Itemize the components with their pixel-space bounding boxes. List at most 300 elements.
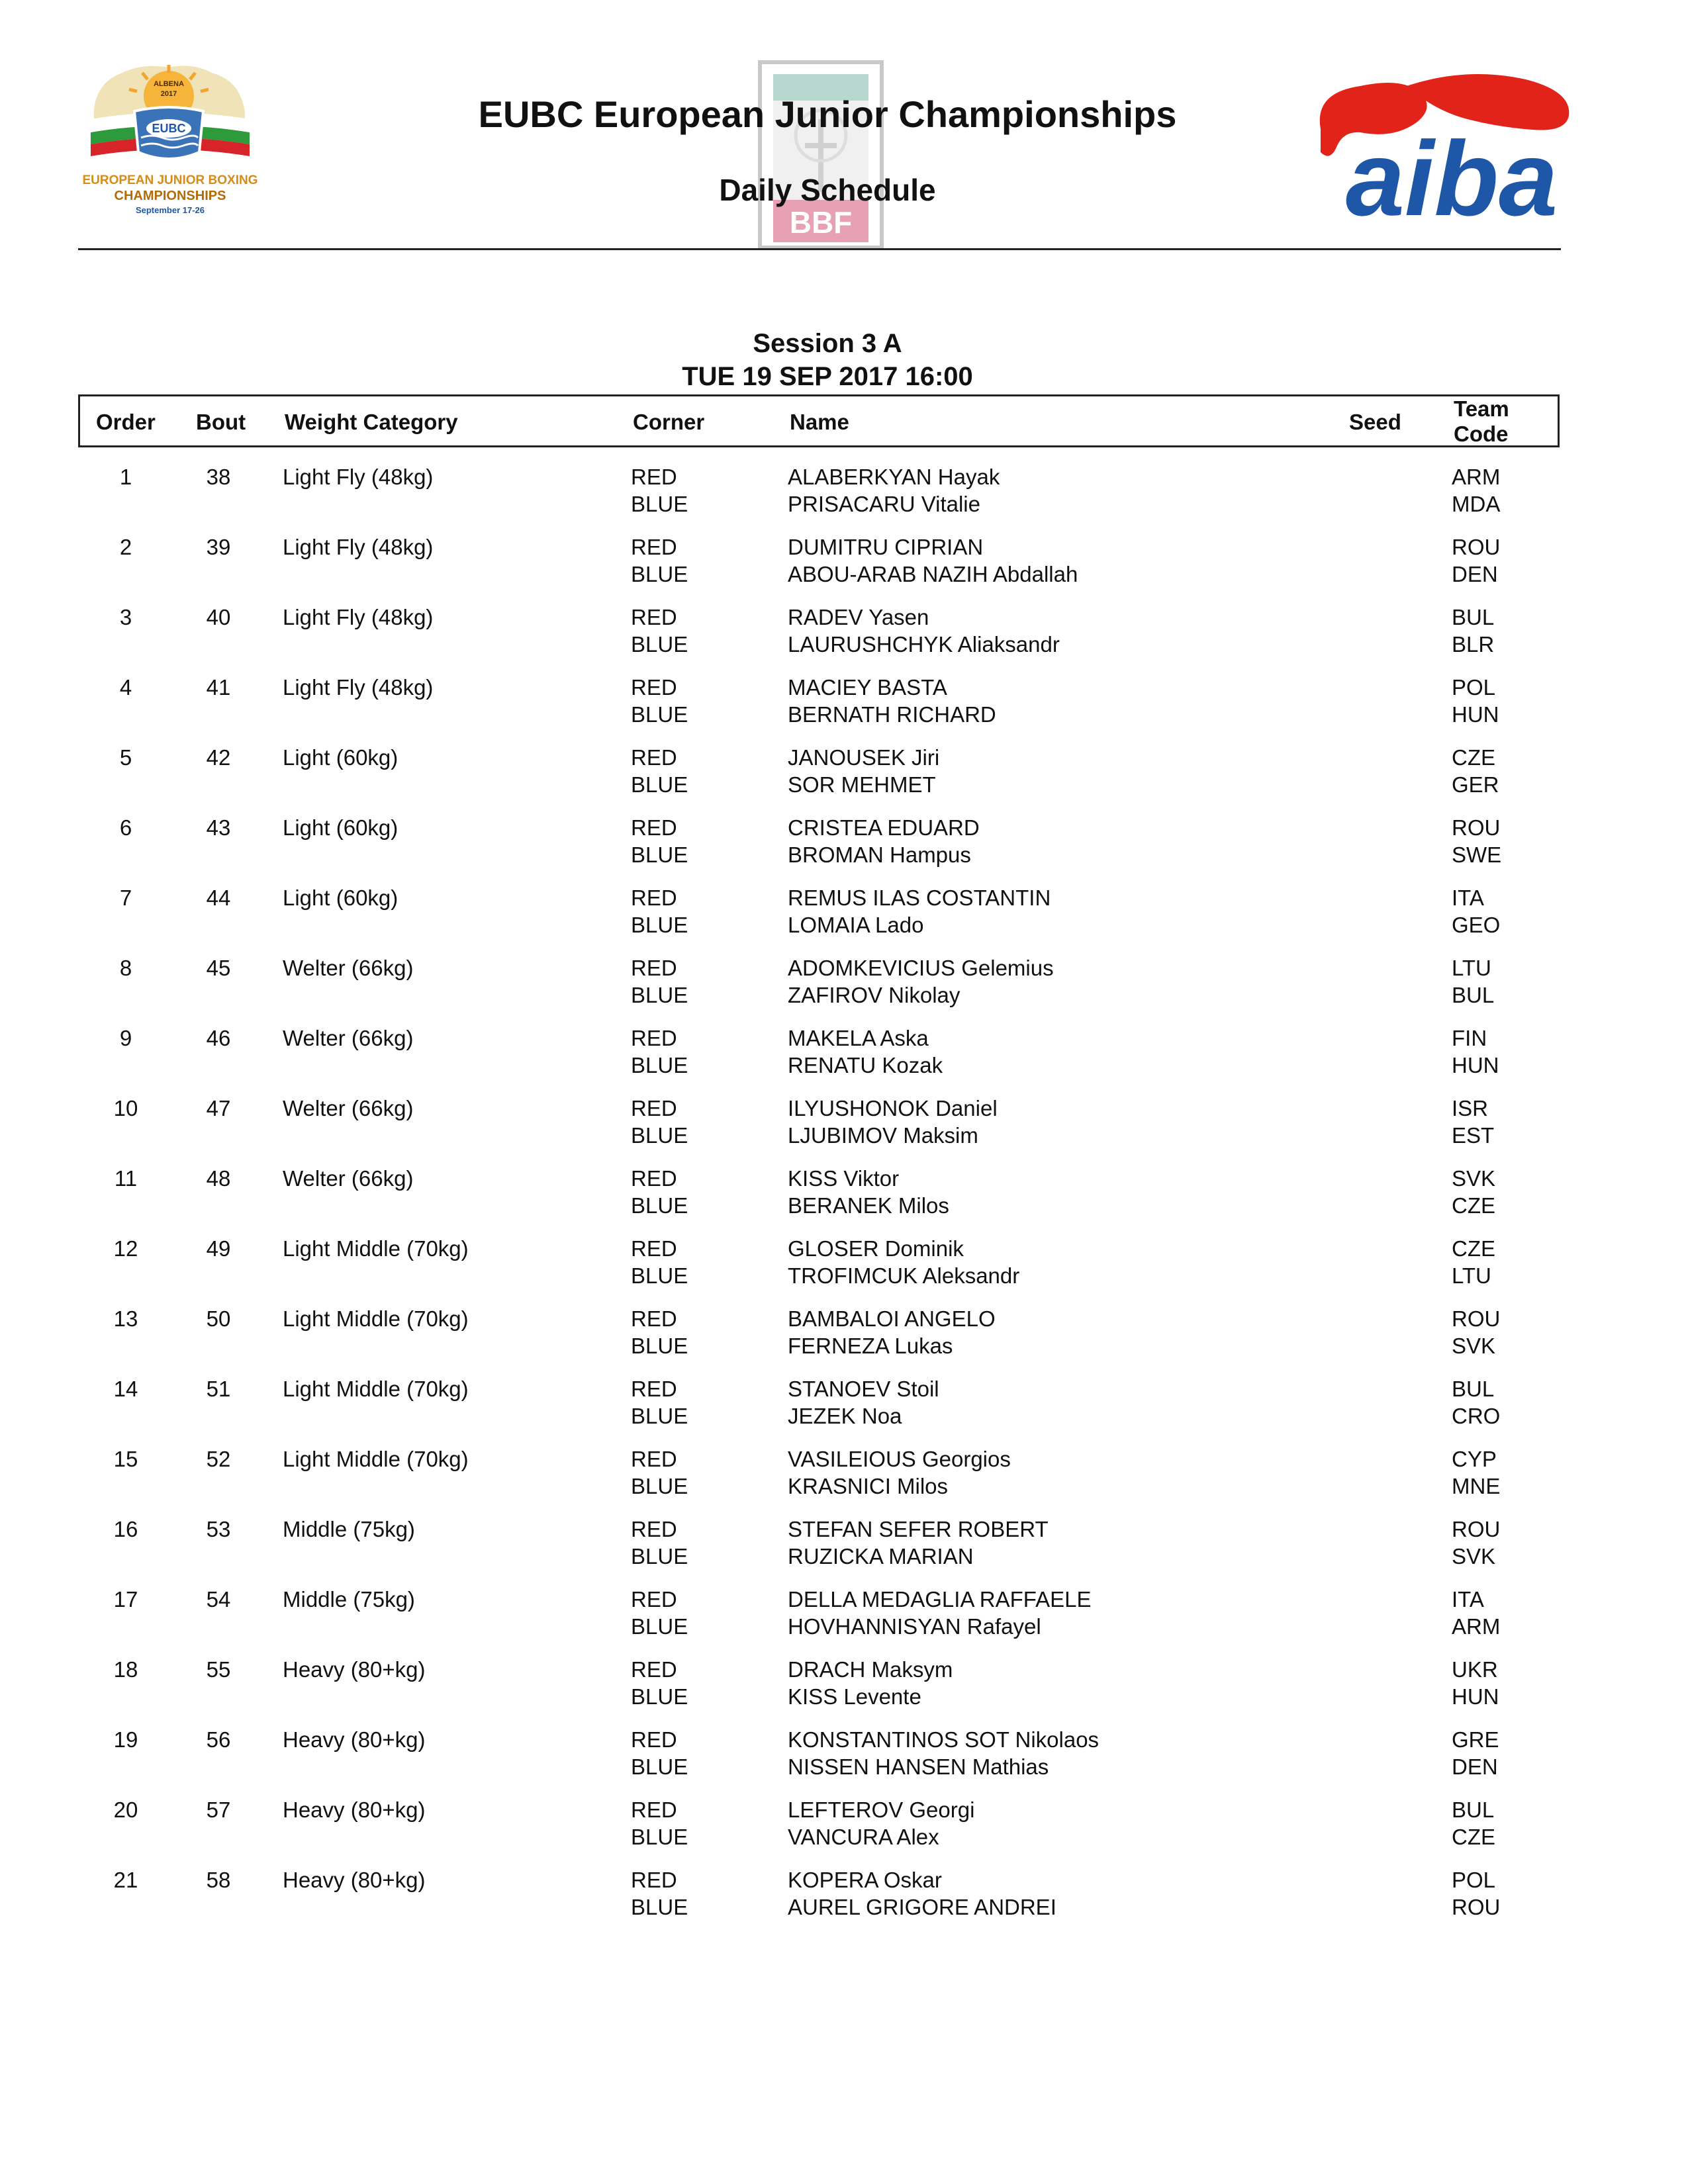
red-boxer-name: KONSTANTINOS SOT Nikolaos — [788, 1727, 1100, 1752]
corner-cell — [631, 954, 688, 1009]
blue-corner-label: BLUE — [631, 1474, 688, 1498]
team-code-cell — [1452, 604, 1494, 658]
weight-category-cell: Welter (66kg) — [283, 1166, 414, 1191]
team-code-cell — [1452, 954, 1494, 1009]
team-code-cell — [1452, 1095, 1494, 1149]
team-code-cell — [1452, 814, 1501, 868]
weight-category-cell: Light Fly (48kg) — [283, 465, 434, 489]
col-team-line1: Team — [1454, 396, 1509, 421]
blue-team-code: CZE — [1452, 1825, 1495, 1849]
red-boxer-name: REMUS ILAS COSTANTIN — [788, 886, 1051, 910]
red-team-code: ROU — [1452, 1517, 1501, 1541]
red-corner-label: RED — [631, 465, 677, 489]
red-corner-label: RED — [631, 1096, 677, 1120]
red-boxer-name: LEFTEROV Georgi — [788, 1797, 975, 1822]
table-row — [0, 1095, 1688, 1165]
corner-cell — [631, 463, 688, 518]
blue-corner-label: BLUE — [631, 492, 688, 516]
order-cell: 6 — [119, 815, 132, 840]
corner-cell — [631, 1305, 688, 1359]
red-corner-label: RED — [631, 535, 677, 559]
schedule-table-header — [78, 394, 1560, 447]
col-corner: Corner — [633, 410, 705, 434]
blue-boxer-name: VANCURA Alex — [788, 1825, 939, 1849]
order-cell: 21 — [113, 1868, 138, 1892]
order-cell: 19 — [113, 1727, 138, 1752]
blue-team-code: DEN — [1452, 562, 1498, 586]
bout-cell: 43 — [206, 815, 231, 840]
col-team-line2: Code — [1454, 422, 1509, 446]
weight-category-cell: Heavy (80+kg) — [283, 1657, 426, 1682]
table-row — [0, 463, 1688, 533]
order-cell: 8 — [119, 956, 132, 980]
weight-category-cell: Light Middle (70kg) — [283, 1447, 469, 1471]
table-row — [0, 884, 1688, 954]
blue-boxer-name: RENATU Kozak — [788, 1053, 943, 1077]
corner-cell — [631, 1165, 688, 1219]
weight-category-cell: Welter (66kg) — [283, 1096, 414, 1120]
weight-category-cell: Light (60kg) — [283, 886, 399, 910]
order-cell: 7 — [119, 886, 132, 910]
logo-arc-text: ALBENA — [154, 80, 184, 88]
aiba-wordmark: aiba — [1345, 119, 1558, 222]
red-boxer-name: RADEV Yasen — [788, 605, 929, 629]
table-row — [0, 1796, 1688, 1866]
blue-corner-label: BLUE — [631, 913, 688, 937]
order-cell: 17 — [113, 1587, 138, 1612]
boxer-names-cell — [788, 1095, 998, 1149]
bout-cell: 46 — [206, 1026, 231, 1050]
table-row — [0, 954, 1688, 1024]
col-weight-category: Weight Category — [285, 410, 458, 434]
blue-corner-label: BLUE — [631, 1053, 688, 1077]
blue-corner-label: BLUE — [631, 983, 688, 1007]
red-boxer-name: BAMBALOI ANGELO — [788, 1306, 996, 1331]
red-team-code: CYP — [1452, 1447, 1497, 1471]
blue-team-code: DEN — [1452, 1754, 1498, 1779]
red-team-code: ROU — [1452, 815, 1501, 840]
blue-boxer-name: NISSEN HANSEN Mathias — [788, 1754, 1049, 1779]
table-row — [0, 1445, 1688, 1516]
red-boxer-name: DRACH Maksym — [788, 1657, 953, 1682]
team-code-cell — [1452, 533, 1500, 588]
weight-category-cell: Light (60kg) — [283, 815, 399, 840]
blue-corner-label: BLUE — [631, 772, 688, 797]
blue-team-code: EST — [1452, 1123, 1495, 1148]
red-corner-label: RED — [631, 1587, 677, 1612]
boxer-names-cell — [788, 1235, 1019, 1289]
blue-team-code: ARM — [1452, 1614, 1501, 1639]
table-row — [0, 674, 1688, 744]
logo-line1: EUROPEAN JUNIOR BOXING — [82, 173, 258, 187]
red-team-code: ROU — [1452, 1306, 1501, 1331]
team-code-cell — [1452, 1866, 1500, 1921]
corner-cell — [631, 1445, 688, 1500]
col-order: Order — [96, 410, 156, 434]
red-team-code: BUL — [1452, 1377, 1495, 1401]
logo-line3: September 17-26 — [135, 205, 205, 215]
table-row — [0, 1866, 1688, 1936]
corner-cell — [631, 1796, 688, 1850]
blue-boxer-name: KRASNICI Milos — [788, 1474, 949, 1498]
bout-cell: 42 — [206, 745, 231, 770]
red-boxer-name: CRISTEA EDUARD — [788, 815, 980, 840]
blue-team-code: GEO — [1452, 913, 1501, 937]
blue-team-code: CRO — [1452, 1404, 1501, 1428]
red-boxer-name: STEFAN SEFER ROBERT — [788, 1517, 1049, 1541]
red-corner-label: RED — [631, 605, 677, 629]
boxer-names-cell — [788, 1445, 1011, 1500]
table-row — [0, 1516, 1688, 1586]
blue-team-code: BLR — [1452, 632, 1495, 657]
boxer-names-cell — [788, 1024, 943, 1079]
blue-corner-label: BLUE — [631, 1895, 688, 1919]
document-subtitle: Daily Schedule — [719, 173, 936, 207]
blue-boxer-name: BROMAN Hampus — [788, 842, 971, 867]
corner-cell — [631, 1866, 688, 1921]
boxer-names-cell — [788, 1516, 1049, 1570]
red-corner-label: RED — [631, 675, 677, 700]
weight-category-cell: Middle (75kg) — [283, 1587, 415, 1612]
order-cell: 16 — [113, 1517, 138, 1541]
blue-team-code: GER — [1452, 772, 1499, 797]
red-corner-label: RED — [631, 1236, 677, 1261]
weight-category-cell: Light (60kg) — [283, 745, 399, 770]
corner-cell — [631, 1656, 688, 1710]
table-row — [0, 604, 1688, 674]
logo-line2: CHAMPIONSHIPS — [114, 189, 226, 203]
blue-team-code: LTU — [1452, 1263, 1491, 1288]
order-cell: 9 — [119, 1026, 132, 1050]
table-row — [0, 533, 1688, 604]
weight-category-cell: Light Fly (48kg) — [283, 675, 434, 700]
red-boxer-name: KOPERA Oskar — [788, 1868, 942, 1892]
weight-category-cell: Light Middle (70kg) — [283, 1236, 469, 1261]
aiba-logo — [1307, 66, 1572, 222]
watermark-text: BBF — [789, 205, 853, 240]
team-code-cell — [1452, 1165, 1495, 1219]
red-team-code: BUL — [1452, 1797, 1495, 1822]
order-cell: 2 — [119, 535, 132, 559]
session-name: Session 3 A — [753, 329, 902, 358]
red-corner-label: RED — [631, 1166, 677, 1191]
red-corner-label: RED — [631, 956, 677, 980]
red-boxer-name: ILYUSHONOK Daniel — [788, 1096, 998, 1120]
blue-boxer-name: RUZICKA MARIAN — [788, 1544, 974, 1569]
red-boxer-name: JANOUSEK Jiri — [788, 745, 940, 770]
bout-cell: 49 — [206, 1236, 231, 1261]
table-row — [0, 1305, 1688, 1375]
blue-boxer-name: FERNEZA Lukas — [788, 1334, 953, 1358]
weight-category-cell: Light Fly (48kg) — [283, 605, 434, 629]
red-corner-label: RED — [631, 745, 677, 770]
team-code-cell — [1452, 884, 1500, 938]
red-team-code: ITA — [1452, 886, 1484, 910]
boxer-names-cell — [788, 1305, 996, 1359]
boxer-names-cell — [788, 1866, 1056, 1921]
corner-cell — [631, 744, 688, 798]
red-team-code: FIN — [1452, 1026, 1487, 1050]
team-code-cell — [1452, 1024, 1499, 1079]
red-corner-label: RED — [631, 1026, 677, 1050]
table-row — [0, 1656, 1688, 1726]
corner-cell — [631, 884, 688, 938]
corner-cell — [631, 1726, 688, 1780]
table-row — [0, 1024, 1688, 1095]
red-team-code: POL — [1452, 1868, 1496, 1892]
corner-cell — [631, 1024, 688, 1079]
red-boxer-name: DUMITRU CIPRIAN — [788, 535, 984, 559]
corner-cell — [631, 674, 688, 728]
red-boxer-name: MACIEY BASTA — [788, 675, 947, 700]
red-team-code: CZE — [1452, 745, 1495, 770]
red-team-code: BUL — [1452, 605, 1495, 629]
table-row — [0, 1375, 1688, 1445]
blue-team-code: CZE — [1452, 1193, 1495, 1218]
bout-cell: 41 — [206, 675, 231, 700]
blue-team-code: MDA — [1452, 492, 1501, 516]
boxer-names-cell — [788, 463, 1000, 518]
team-code-cell — [1452, 463, 1500, 518]
blue-boxer-name: LOMAIA Lado — [788, 913, 924, 937]
weight-category-cell: Heavy (80+kg) — [283, 1727, 426, 1752]
blue-boxer-name: PRISACARU Vitalie — [788, 492, 980, 516]
bout-cell: 48 — [206, 1166, 231, 1191]
blue-team-code: SVK — [1452, 1334, 1496, 1358]
blue-team-code: SWE — [1452, 842, 1502, 867]
bout-cell: 44 — [206, 886, 231, 910]
col-bout: Bout — [196, 410, 246, 434]
session-datetime: TUE 19 SEP 2017 16:00 — [682, 362, 973, 391]
blue-boxer-name: HOVHANNISYAN Rafayel — [788, 1614, 1041, 1639]
red-boxer-name: MAKELA Aska — [788, 1026, 929, 1050]
weight-category-cell: Welter (66kg) — [283, 956, 414, 980]
boxer-names-cell — [788, 1165, 949, 1219]
red-corner-label: RED — [631, 1447, 677, 1471]
red-corner-label: RED — [631, 815, 677, 840]
red-corner-label: RED — [631, 1306, 677, 1331]
blue-boxer-name: AUREL GRIGORE ANDREI — [788, 1895, 1056, 1919]
order-cell: 1 — [119, 465, 132, 489]
page-header — [0, 0, 1688, 251]
bout-cell: 53 — [206, 1517, 231, 1541]
team-code-cell — [1452, 1305, 1500, 1359]
boxer-names-cell — [788, 1796, 974, 1850]
corner-cell — [631, 1586, 688, 1640]
bout-cell: 57 — [206, 1797, 231, 1822]
blue-team-code: HUN — [1452, 1684, 1499, 1709]
blue-boxer-name: KISS Levente — [788, 1684, 921, 1709]
blue-team-code: SVK — [1452, 1544, 1496, 1569]
red-corner-label: RED — [631, 1377, 677, 1401]
corner-cell — [631, 1095, 688, 1149]
boxer-names-cell — [788, 604, 1060, 658]
team-code-cell — [1452, 1726, 1499, 1780]
blue-boxer-name: SOR MEHMET — [788, 772, 936, 797]
blue-corner-label: BLUE — [631, 1754, 688, 1779]
bout-cell: 55 — [206, 1657, 231, 1682]
red-corner-label: RED — [631, 1517, 677, 1541]
weight-category-cell: Middle (75kg) — [283, 1517, 415, 1541]
weight-category-cell: Heavy (80+kg) — [283, 1868, 426, 1892]
corner-cell — [631, 1235, 688, 1289]
boxer-names-cell — [788, 1586, 1092, 1640]
bbf-watermark-logo — [755, 60, 887, 251]
bout-cell: 56 — [206, 1727, 231, 1752]
corner-cell — [631, 1516, 688, 1570]
team-code-cell — [1452, 1656, 1499, 1710]
corner-cell — [631, 604, 688, 658]
table-row — [0, 1726, 1688, 1796]
table-row — [0, 744, 1688, 814]
red-corner-label: RED — [631, 1797, 677, 1822]
boxer-names-cell — [788, 1656, 953, 1710]
bout-cell: 45 — [206, 956, 231, 980]
blue-corner-label: BLUE — [631, 1404, 688, 1428]
blue-corner-label: BLUE — [631, 1263, 688, 1288]
order-cell: 10 — [113, 1096, 138, 1120]
red-team-code: LTU — [1452, 956, 1491, 980]
red-boxer-name: VASILEIOUS Georgios — [788, 1447, 1011, 1471]
boxer-names-cell — [788, 533, 1078, 588]
red-team-code: POL — [1452, 675, 1496, 700]
bout-cell: 50 — [206, 1306, 231, 1331]
corner-cell — [631, 814, 688, 868]
table-row — [0, 1586, 1688, 1656]
boxer-names-cell — [788, 1375, 939, 1430]
blue-boxer-name: TROFIMCUK Aleksandr — [788, 1263, 1020, 1288]
team-code-cell — [1452, 1445, 1500, 1500]
blue-boxer-name: LJUBIMOV Maksim — [788, 1123, 978, 1148]
red-team-code: UKR — [1452, 1657, 1498, 1682]
order-cell: 20 — [113, 1797, 138, 1822]
blue-boxer-name: ABOU-ARAB NAZIH Abdallah — [788, 562, 1078, 586]
blue-corner-label: BLUE — [631, 1123, 688, 1148]
weight-category-cell: Light Middle (70kg) — [283, 1377, 469, 1401]
table-row — [0, 1165, 1688, 1235]
boxer-names-cell — [788, 674, 996, 728]
red-team-code: SVK — [1452, 1166, 1496, 1191]
bout-cell: 39 — [206, 535, 231, 559]
red-boxer-name: STANOEV Stoil — [788, 1377, 939, 1401]
order-cell: 15 — [113, 1447, 138, 1471]
team-code-cell — [1452, 1796, 1495, 1850]
bout-cell: 38 — [206, 465, 231, 489]
order-cell: 3 — [119, 605, 132, 629]
logo-eubc-text: EUBC — [152, 122, 186, 135]
team-code-cell — [1452, 1586, 1500, 1640]
boxer-names-cell — [788, 814, 980, 868]
header-divider — [78, 248, 1561, 250]
blue-team-code: ROU — [1452, 1895, 1501, 1919]
blue-corner-label: BLUE — [631, 1684, 688, 1709]
table-row — [0, 1235, 1688, 1305]
boxer-names-cell — [788, 884, 1051, 938]
red-boxer-name: GLOSER Dominik — [788, 1236, 964, 1261]
blue-team-code: MNE — [1452, 1474, 1501, 1498]
order-cell: 12 — [113, 1236, 138, 1261]
weight-category-cell: Welter (66kg) — [283, 1026, 414, 1050]
red-boxer-name: DELLA MEDAGLIA RAFFAELE — [788, 1587, 1092, 1612]
col-name: Name — [790, 410, 849, 434]
blue-team-code: HUN — [1452, 1053, 1499, 1077]
order-cell: 14 — [113, 1377, 138, 1401]
order-cell: 13 — [113, 1306, 138, 1331]
blue-boxer-name: LAURUSHCHYK Aliaksandr — [788, 632, 1060, 657]
eubc-championship-logo — [76, 60, 265, 225]
team-code-cell — [1452, 1235, 1495, 1289]
order-cell: 11 — [114, 1166, 138, 1191]
weight-category-cell: Light Middle (70kg) — [283, 1306, 469, 1331]
blue-boxer-name: ZAFIROV Nikolay — [788, 983, 961, 1007]
blue-corner-label: BLUE — [631, 842, 688, 867]
blue-corner-label: BLUE — [631, 702, 688, 727]
table-row — [0, 814, 1688, 884]
weight-category-cell: Heavy (80+kg) — [283, 1797, 426, 1822]
bout-cell: 54 — [206, 1587, 231, 1612]
blue-corner-label: BLUE — [631, 1544, 688, 1569]
blue-team-code: BUL — [1452, 983, 1495, 1007]
bout-cell: 52 — [206, 1447, 231, 1471]
col-seed: Seed — [1349, 410, 1401, 434]
blue-corner-label: BLUE — [631, 632, 688, 657]
red-team-code: ISR — [1452, 1096, 1489, 1120]
bout-cell: 51 — [206, 1377, 231, 1401]
blue-boxer-name: BERNATH RICHARD — [788, 702, 996, 727]
red-boxer-name: ADOMKEVICIUS Gelemius — [788, 956, 1054, 980]
document-title: EUBC European Junior Championships — [478, 93, 1177, 135]
red-corner-label: RED — [631, 1727, 677, 1752]
red-boxer-name: ALABERKYAN Hayak — [788, 465, 1000, 489]
order-cell: 5 — [119, 745, 132, 770]
boxer-names-cell — [788, 954, 1054, 1009]
bout-cell: 58 — [206, 1868, 231, 1892]
corner-cell — [631, 1375, 688, 1430]
team-code-cell — [1452, 674, 1499, 728]
blue-team-code: HUN — [1452, 702, 1499, 727]
blue-corner-label: BLUE — [631, 1614, 688, 1639]
red-team-code: ARM — [1452, 465, 1501, 489]
team-code-cell — [1452, 1516, 1500, 1570]
order-cell: 4 — [119, 675, 132, 700]
weight-category-cell: Light Fly (48kg) — [283, 535, 434, 559]
blue-corner-label: BLUE — [631, 1193, 688, 1218]
red-corner-label: RED — [631, 1868, 677, 1892]
team-code-cell — [1452, 1375, 1500, 1430]
red-team-code: GRE — [1452, 1727, 1499, 1752]
order-cell: 18 — [113, 1657, 138, 1682]
blue-boxer-name: BERANEK Milos — [788, 1193, 949, 1218]
bout-cell: 40 — [206, 605, 231, 629]
team-code-cell — [1452, 744, 1499, 798]
boxer-names-cell — [788, 1726, 1099, 1780]
boxer-names-cell — [788, 744, 939, 798]
red-team-code: ROU — [1452, 535, 1501, 559]
red-corner-label: RED — [631, 886, 677, 910]
corner-cell — [631, 533, 688, 588]
col-team-code — [1454, 396, 1509, 447]
blue-corner-label: BLUE — [631, 562, 688, 586]
logo-year: 2017 — [160, 90, 177, 98]
blue-corner-label: BLUE — [631, 1825, 688, 1849]
bout-cell: 47 — [206, 1096, 231, 1120]
blue-corner-label: BLUE — [631, 1334, 688, 1358]
red-corner-label: RED — [631, 1657, 677, 1682]
red-team-code: ITA — [1452, 1587, 1484, 1612]
red-boxer-name: KISS Viktor — [788, 1166, 900, 1191]
red-team-code: CZE — [1452, 1236, 1495, 1261]
blue-boxer-name: JEZEK Noa — [788, 1404, 902, 1428]
